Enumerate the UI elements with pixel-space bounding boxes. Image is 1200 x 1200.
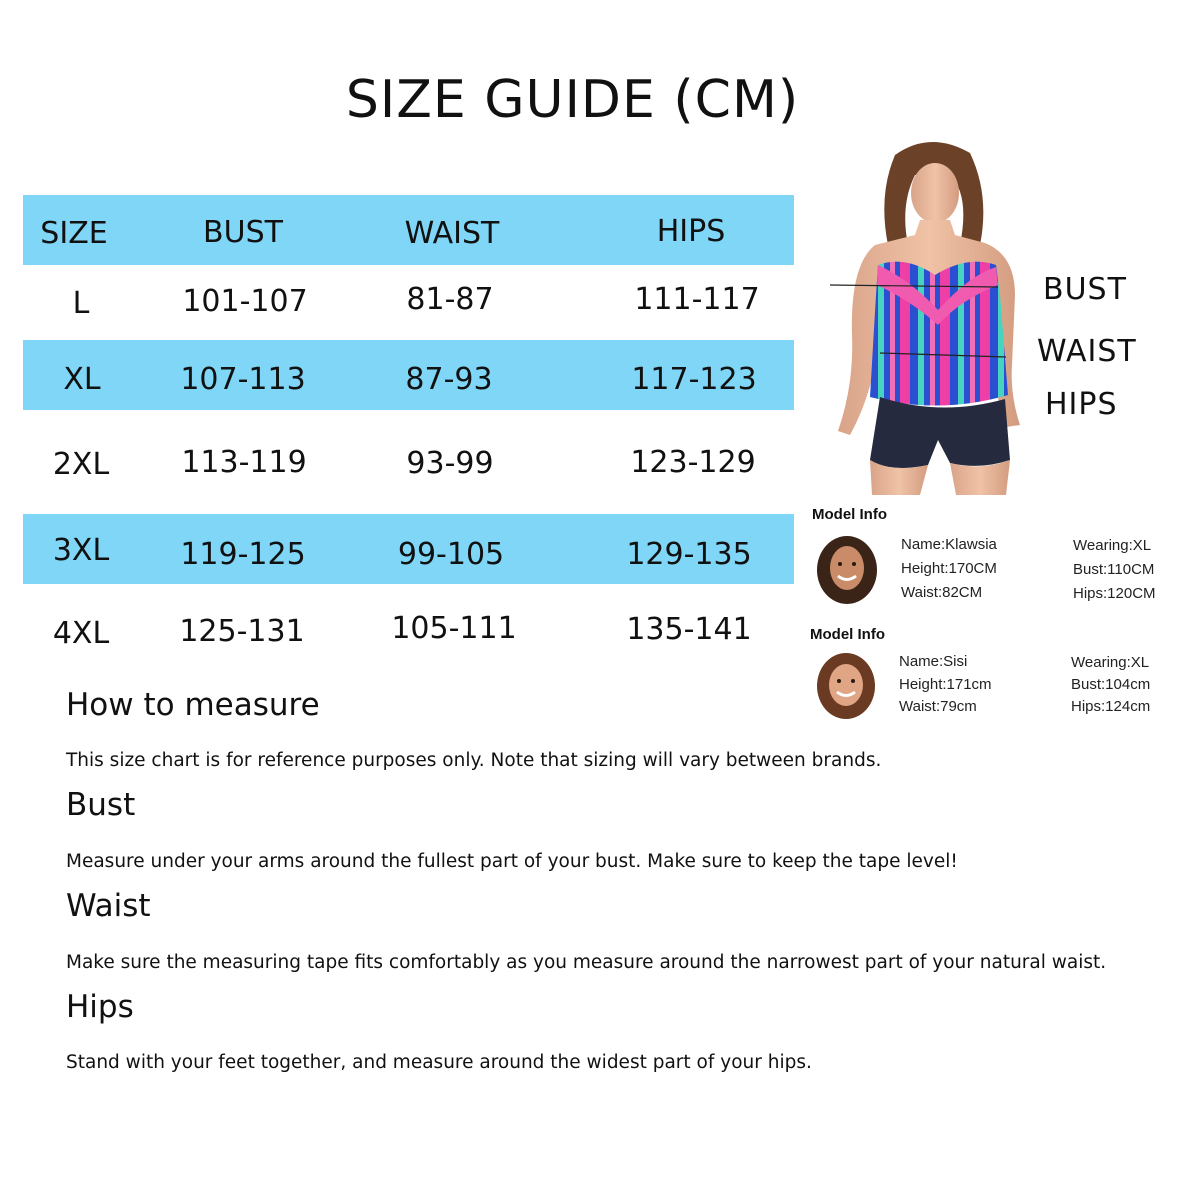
- table-cell: 111-117: [634, 282, 760, 317]
- table-cell: L: [72, 286, 90, 321]
- model-bust: Bust:104cm: [1071, 676, 1151, 693]
- table-cell: 135-141: [626, 612, 752, 647]
- table-cell: 125-131: [179, 614, 305, 649]
- model-info-heading: Model Info: [810, 626, 885, 643]
- bust-text: Measure under your arms around the fullest part of your bust. Make sure to keep the tape level!: [66, 851, 958, 872]
- table-cell: 123-129: [630, 445, 756, 480]
- model-name: Name:Sisi: [899, 653, 968, 670]
- table-cell: 3XL: [52, 533, 110, 568]
- model-name: Name:Klawsia: [901, 536, 997, 553]
- model-bust: Bust:110CM: [1073, 561, 1155, 578]
- model-height: Height:170CM: [901, 560, 997, 577]
- model-photo: [820, 135, 1050, 495]
- waist-text: Make sure the measuring tape fits comfortably as you measure around the narrowest part of your natural waist.: [66, 952, 1107, 973]
- table-cell: 99-105: [397, 537, 505, 572]
- table-cell: 105-111: [391, 611, 517, 646]
- guide-intro: This size chart is for reference purposes only. Note that sizing will vary between brands.: [66, 750, 882, 771]
- table-cell: 87-93: [405, 362, 493, 397]
- header-waist: WAIST: [404, 216, 500, 251]
- table-cell: 113-119: [181, 445, 307, 480]
- waist-title: Waist: [66, 888, 151, 924]
- header-hips: HIPS: [656, 214, 726, 249]
- table-cell: 4XL: [52, 616, 110, 651]
- model-info-heading: Model Info: [812, 506, 887, 523]
- table-cell: 107-113: [180, 362, 306, 397]
- model-waist: Waist:82CM: [901, 584, 983, 601]
- model-height: Height:171cm: [899, 676, 992, 693]
- model-wearing: Wearing:XL: [1073, 537, 1152, 554]
- table-cell: 81-87: [406, 282, 494, 317]
- table-cell: 101-107: [182, 284, 308, 319]
- model-hips: Hips:124cm: [1071, 698, 1151, 715]
- hips-label: HIPS: [1045, 387, 1118, 422]
- header-bust: BUST: [203, 215, 283, 250]
- bust-label: BUST: [1043, 272, 1127, 307]
- bust-title: Bust: [66, 787, 136, 823]
- table-cell: 117-123: [631, 362, 757, 397]
- hips-title: Hips: [66, 989, 134, 1025]
- guide-heading: How to measure: [66, 687, 320, 723]
- table-cell: 93-99: [406, 446, 494, 481]
- model-waist: Waist:79cm: [899, 698, 977, 715]
- table-cell: 119-125: [180, 537, 306, 572]
- avatar: [812, 530, 882, 605]
- page-title: SIZE GUIDE (CM): [345, 70, 800, 130]
- header-size: SIZE: [40, 216, 108, 251]
- hips-text: Stand with your feet together, and measure around the widest part of your hips.: [66, 1052, 812, 1073]
- table-cell: 129-135: [626, 537, 752, 572]
- waist-label: WAIST: [1037, 334, 1137, 369]
- avatar: [812, 648, 880, 720]
- table-cell: XL: [63, 362, 101, 397]
- model-hips: Hips:120CM: [1073, 585, 1156, 602]
- model-wearing: Wearing:XL: [1071, 654, 1150, 671]
- table-cell: 2XL: [52, 447, 110, 482]
